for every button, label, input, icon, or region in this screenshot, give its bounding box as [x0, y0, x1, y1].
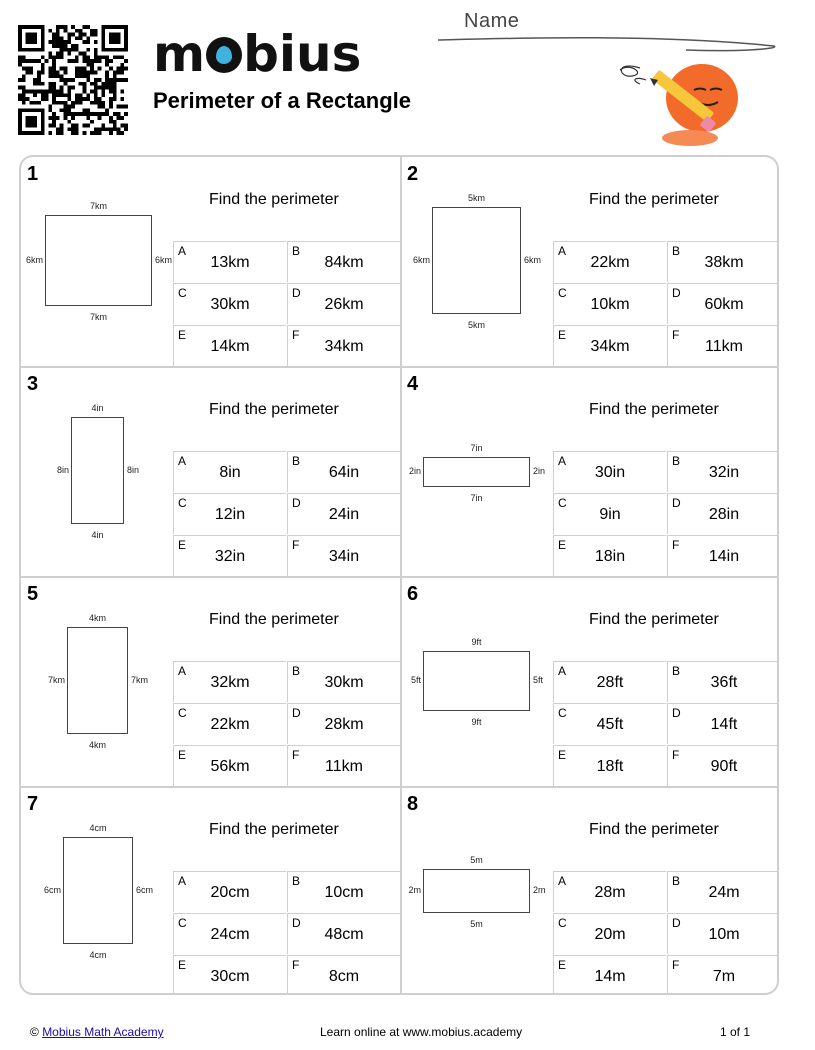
option-value: 10km — [590, 296, 630, 313]
footer-copyright — [30, 1025, 164, 1039]
option-value: 14ft — [710, 716, 738, 733]
option-value: 20m — [594, 926, 626, 943]
option-letter: D — [672, 916, 681, 930]
mobius-logo: m bius — [153, 25, 362, 83]
option-value: 22km — [210, 716, 250, 733]
option-value: 11km — [705, 338, 743, 355]
rectangle-figure — [71, 417, 124, 524]
dimension-bottom: 5m — [470, 919, 483, 929]
question-grid — [19, 155, 779, 995]
question-number: 2 — [407, 163, 419, 185]
question-number: 5 — [27, 583, 39, 605]
option-letter: D — [292, 496, 301, 510]
dimension-left: 2in — [408, 466, 421, 476]
option-letter: D — [672, 496, 681, 510]
dimension-left: 7km — [47, 674, 65, 685]
rectangle-figure — [432, 207, 521, 314]
option-letter: A — [558, 244, 567, 258]
answer-option-b[interactable] — [667, 661, 779, 702]
answer-option-b[interactable] — [667, 451, 779, 492]
answer-option-a[interactable] — [173, 871, 286, 912]
option-value: 32in — [708, 464, 740, 481]
option-value: 7m — [712, 968, 736, 985]
option-letter: C — [558, 706, 567, 720]
dimension-left: 2m — [408, 885, 421, 895]
answer-option-d[interactable] — [667, 493, 779, 534]
question-number: 1 — [27, 163, 39, 185]
dimension-top: 5m — [470, 855, 483, 865]
question-prompt: Find the perimeter — [209, 191, 339, 208]
answer-options — [553, 451, 779, 576]
option-value: 48cm — [324, 926, 364, 943]
answer-option-a[interactable] — [553, 451, 666, 492]
answer-option-e[interactable] — [553, 955, 666, 995]
option-letter: E — [178, 958, 187, 972]
option-value: 30km — [210, 296, 250, 313]
dimension-left: 6cm — [43, 884, 61, 895]
dimension-right: 2m — [533, 885, 546, 895]
answer-option-c[interactable] — [553, 283, 666, 324]
answer-option-b[interactable] — [287, 661, 400, 702]
option-letter: E — [558, 538, 567, 552]
option-value: 56km — [210, 758, 250, 775]
footer-learn-online: Learn online at www.mobius.academy — [320, 1025, 523, 1039]
rectangle-figure — [63, 837, 133, 944]
option-value: 28km — [324, 716, 364, 733]
option-value: 24in — [328, 506, 360, 523]
question-prompt: Find the perimeter — [589, 611, 719, 628]
question-cell — [401, 577, 779, 786]
option-letter: A — [178, 244, 187, 258]
logo-drop-icon — [206, 37, 242, 73]
option-letter: B — [672, 874, 681, 888]
option-value: 28ft — [596, 674, 624, 691]
answer-option-f[interactable] — [287, 745, 400, 786]
option-letter: E — [558, 748, 567, 762]
answer-option-d[interactable] — [667, 283, 779, 324]
answer-option-a[interactable] — [173, 241, 286, 282]
answer-option-f[interactable] — [667, 955, 779, 995]
answer-option-b[interactable] — [667, 241, 779, 282]
option-letter: A — [558, 664, 567, 678]
dimension-right: 2in — [533, 466, 546, 476]
answer-option-f[interactable] — [667, 745, 779, 786]
answer-option-a[interactable] — [173, 661, 286, 702]
option-letter: B — [292, 664, 301, 678]
dimension-left: 5ft — [410, 675, 421, 685]
mobius-academy-link[interactable]: Mobius Math Academy — [42, 1025, 164, 1039]
option-value: 8cm — [328, 968, 360, 985]
answer-options — [553, 241, 779, 366]
question-prompt: Find the perimeter — [589, 821, 719, 838]
answer-option-e[interactable] — [173, 955, 286, 995]
option-letter: D — [292, 286, 301, 300]
option-letter: B — [672, 664, 681, 678]
answer-option-c[interactable] — [173, 913, 286, 954]
question-number: 3 — [27, 373, 39, 395]
qr-code — [18, 25, 128, 135]
option-letter: F — [672, 748, 680, 762]
option-value: 20cm — [210, 884, 250, 901]
answer-option-c[interactable] — [553, 703, 666, 744]
option-value: 13km — [210, 254, 250, 271]
rectangle-figure — [423, 869, 530, 913]
answer-option-b[interactable] — [287, 241, 400, 282]
answer-option-f[interactable] — [287, 955, 400, 995]
option-letter: F — [672, 538, 680, 552]
option-letter: D — [292, 916, 301, 930]
option-letter: F — [292, 748, 300, 762]
dimension-top: 4km — [88, 613, 106, 623]
question-cell — [21, 577, 400, 786]
option-value: 28m — [594, 884, 626, 901]
option-letter: C — [558, 286, 567, 300]
answer-option-a[interactable] — [553, 661, 666, 702]
answer-option-c[interactable] — [553, 493, 666, 534]
question-number: 8 — [407, 793, 419, 815]
answer-option-e[interactable] — [173, 745, 286, 786]
question-number: 6 — [407, 583, 419, 605]
dimension-left: 8in — [56, 464, 69, 475]
answer-option-f[interactable] — [287, 535, 400, 576]
option-value: 34km — [324, 338, 364, 355]
option-letter: F — [292, 958, 300, 972]
option-value: 32in — [214, 548, 246, 565]
option-value: 18in — [594, 548, 626, 565]
answer-option-e[interactable] — [173, 325, 286, 366]
answer-option-f[interactable] — [667, 325, 779, 366]
question-cell — [401, 367, 779, 576]
option-letter: C — [558, 496, 567, 510]
question-cell — [401, 787, 779, 995]
dimension-top: 5km — [467, 193, 485, 203]
option-letter: B — [672, 244, 681, 258]
option-letter: A — [178, 664, 187, 678]
dimension-top: 4in — [91, 403, 104, 413]
dimension-top: 4cm — [89, 823, 107, 833]
option-letter: C — [178, 706, 187, 720]
answer-options — [173, 241, 400, 366]
option-value: 10m — [708, 926, 740, 943]
answer-option-a[interactable] — [553, 241, 666, 282]
dimension-bottom: 9ft — [471, 717, 482, 727]
answer-option-d[interactable] — [287, 913, 400, 954]
option-value: 24cm — [210, 926, 250, 943]
dimension-top: 7in — [470, 443, 483, 453]
option-value: 34in — [328, 548, 360, 565]
option-value: 34km — [590, 338, 630, 355]
answer-options — [173, 661, 400, 786]
option-letter: F — [292, 538, 300, 552]
option-letter: E — [558, 958, 567, 972]
option-value: 28in — [708, 506, 740, 523]
answer-options — [173, 451, 400, 576]
question-cell — [401, 157, 779, 366]
option-letter: A — [558, 874, 567, 888]
option-letter: A — [178, 454, 187, 468]
answer-option-b[interactable] — [287, 451, 400, 492]
answer-option-b[interactable] — [667, 871, 779, 912]
option-value: 14m — [594, 968, 626, 985]
option-letter: D — [292, 706, 301, 720]
option-letter: E — [178, 538, 187, 552]
rectangle-figure — [67, 627, 128, 734]
option-value: 12in — [214, 506, 246, 523]
option-letter: C — [178, 496, 187, 510]
answer-option-e[interactable] — [173, 535, 286, 576]
question-cell — [21, 787, 400, 995]
option-value: 10cm — [324, 884, 364, 901]
option-letter: B — [292, 454, 301, 468]
dimension-left: 6km — [412, 254, 430, 265]
option-value: 84km — [324, 254, 364, 271]
option-value: 14in — [708, 548, 740, 565]
name-label: Name — [464, 10, 520, 32]
option-letter: D — [672, 286, 681, 300]
worksheet-title: Perimeter of a Rectangle — [153, 88, 411, 113]
question-prompt: Find the perimeter — [209, 611, 339, 628]
rectangle-figure — [423, 457, 530, 487]
option-letter: B — [292, 244, 301, 258]
answer-option-d[interactable] — [667, 913, 779, 954]
dimension-top: 9ft — [471, 637, 482, 647]
answer-option-d[interactable] — [287, 493, 400, 534]
dimension-bottom: 4in — [91, 530, 104, 540]
answer-option-e[interactable] — [553, 535, 666, 576]
dimension-right: 7km — [131, 674, 149, 685]
question-prompt: Find the perimeter — [209, 401, 339, 418]
answer-option-c[interactable] — [553, 913, 666, 954]
option-letter: C — [558, 916, 567, 930]
option-value: 22km — [590, 254, 630, 271]
question-cell — [21, 367, 400, 576]
answer-option-c[interactable] — [173, 703, 286, 744]
option-value: 32km — [210, 674, 250, 691]
dimension-bottom: 7km — [89, 312, 107, 322]
option-value: 8in — [219, 464, 241, 481]
answer-option-c[interactable] — [173, 283, 286, 324]
option-value: 45ft — [596, 716, 624, 733]
option-value: 30in — [594, 464, 626, 481]
footer-page-number: 1 of 1 — [720, 1025, 751, 1039]
option-letter: F — [672, 958, 680, 972]
dimension-bottom: 4cm — [89, 950, 107, 960]
option-letter: E — [558, 328, 567, 342]
question-prompt: Find the perimeter — [209, 821, 339, 838]
answer-option-e[interactable] — [553, 745, 666, 786]
option-letter: A — [178, 874, 187, 888]
answer-option-b[interactable] — [287, 871, 400, 912]
answer-option-f[interactable] — [287, 325, 400, 366]
answer-option-e[interactable] — [553, 325, 666, 366]
option-value: 24m — [708, 884, 740, 901]
option-letter: D — [672, 706, 681, 720]
dimension-bottom: 5km — [467, 320, 485, 330]
answer-option-c[interactable] — [173, 493, 286, 534]
option-value: 30cm — [210, 968, 250, 985]
rectangle-figure — [423, 651, 530, 711]
option-value: 90ft — [710, 758, 738, 775]
dimension-bottom: 4km — [88, 740, 106, 750]
rectangle-figure — [45, 215, 152, 306]
dimension-top: 7km — [89, 201, 107, 211]
answer-option-d[interactable] — [287, 283, 400, 324]
option-letter: C — [178, 286, 187, 300]
copyright-symbol: © — [30, 1025, 39, 1039]
question-number: 4 — [407, 373, 419, 395]
question-cell — [21, 157, 400, 366]
option-letter: F — [292, 328, 300, 342]
answer-option-d[interactable] — [287, 703, 400, 744]
dimension-right: 6cm — [136, 884, 154, 895]
question-number: 7 — [27, 793, 39, 815]
answer-option-d[interactable] — [667, 703, 779, 744]
option-letter: A — [558, 454, 567, 468]
option-letter: B — [292, 874, 301, 888]
dimension-right: 8in — [127, 464, 140, 475]
dimension-right: 6km — [524, 254, 542, 265]
option-letter: B — [672, 454, 681, 468]
dimension-right: 5ft — [533, 675, 544, 685]
dimension-right: 6km — [155, 254, 173, 265]
option-value: 14km — [210, 338, 250, 355]
option-value: 18ft — [596, 758, 624, 775]
option-value: 11km — [325, 758, 363, 775]
question-prompt: Find the perimeter — [589, 401, 719, 418]
dimension-left: 6km — [25, 254, 43, 265]
option-value: 9in — [599, 506, 621, 523]
mascot-icon — [610, 50, 760, 150]
answer-option-f[interactable] — [667, 535, 779, 576]
dimension-bottom: 7in — [470, 493, 483, 503]
option-value: 26km — [324, 296, 364, 313]
option-value: 30km — [324, 674, 364, 691]
question-prompt: Find the perimeter — [589, 191, 719, 208]
answer-options — [553, 661, 779, 786]
answer-options — [553, 871, 779, 995]
answer-options — [173, 871, 400, 995]
option-letter: F — [672, 328, 680, 342]
option-letter: E — [178, 748, 187, 762]
option-letter: E — [178, 328, 187, 342]
answer-option-a[interactable] — [173, 451, 286, 492]
answer-option-a[interactable] — [553, 871, 666, 912]
option-value: 38km — [704, 254, 744, 271]
option-value: 36ft — [710, 674, 738, 691]
option-value: 60km — [704, 296, 744, 313]
option-letter: C — [178, 916, 187, 930]
option-value: 64in — [328, 464, 360, 481]
